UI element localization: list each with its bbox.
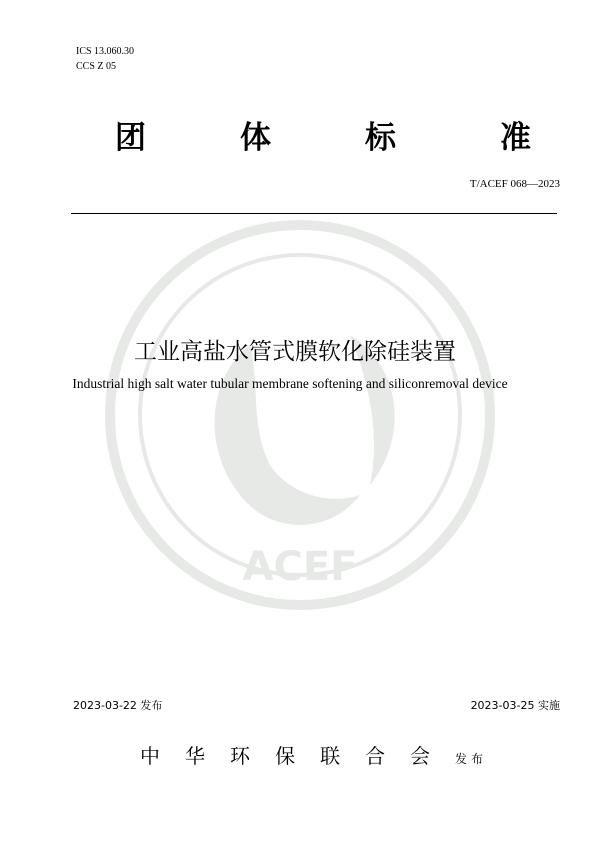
doc-type-char: 体 bbox=[240, 120, 271, 156]
publish-date: 2023-03-22 发布 bbox=[73, 699, 163, 712]
watermark-text: ACEF bbox=[242, 544, 358, 590]
implement-date: 2023-03-25 实施 bbox=[470, 699, 560, 712]
title-english: Industrial high salt water tubular membrane softening and siliconremoval device bbox=[72, 376, 508, 391]
acef-watermark-logo bbox=[100, 215, 500, 615]
publisher-suffix: 发布 bbox=[455, 752, 488, 766]
header-divider bbox=[71, 213, 557, 214]
doc-type-char: 准 bbox=[500, 120, 531, 156]
publisher-name: 中华环保联合会 bbox=[140, 744, 455, 768]
doc-type-char: 标 bbox=[365, 120, 396, 156]
standard-number: T/ACEF 068—2023 bbox=[469, 178, 560, 190]
ccs-code: CCS Z 05 bbox=[76, 61, 117, 72]
classification-codes bbox=[76, 44, 134, 74]
publisher bbox=[140, 740, 487, 769]
doc-type-char: 团 bbox=[115, 120, 146, 156]
title-chinese: 工业高盐水管式膜软化除硅装置 bbox=[134, 339, 456, 365]
ics-code: ICS 13.060.30 bbox=[76, 46, 135, 57]
